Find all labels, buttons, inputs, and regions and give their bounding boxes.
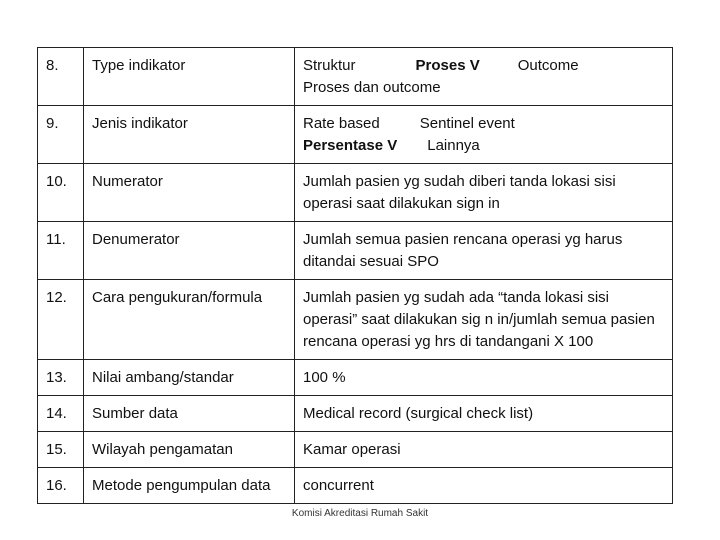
row-number: 12.: [38, 280, 84, 360]
row-label: Wilayah pengamatan: [84, 432, 295, 468]
option-proses-selected: Proses V: [415, 57, 480, 74]
option-outcome: Outcome: [517, 57, 579, 74]
option-struktur: Struktur: [303, 57, 356, 74]
jenis-options-line-1: [303, 113, 664, 135]
table-row: [38, 360, 673, 396]
type-options-line-1: [303, 55, 664, 77]
option-persentase-selected: Persentase V: [303, 137, 398, 154]
table-row: [38, 164, 673, 222]
option-lainnya: Lainnya: [427, 137, 480, 154]
table-row: [38, 396, 673, 432]
row-value: [295, 106, 673, 164]
row-label: Metode pengumpulan data: [84, 468, 295, 504]
row-number: 13.: [38, 360, 84, 396]
row-label: Cara pengukuran/formula: [84, 280, 295, 360]
table-row: [38, 106, 673, 164]
row-value: Jumlah semua pasien rencana operasi yg harus ditandai sesuai SPO: [295, 222, 673, 280]
table-row: [38, 432, 673, 468]
row-value: Kamar operasi: [295, 432, 673, 468]
row-label: Sumber data: [84, 396, 295, 432]
row-value: [295, 48, 673, 106]
row-value: 100 %: [295, 360, 673, 396]
row-value: Medical record (surgical check list): [295, 396, 673, 432]
indicator-table: [37, 47, 673, 504]
jenis-options-line-2: [303, 135, 664, 157]
row-label: Denumerator: [84, 222, 295, 280]
row-label: Numerator: [84, 164, 295, 222]
option-rate-based: Rate based: [303, 115, 380, 132]
row-value: concurrent: [295, 468, 673, 504]
table-row: [38, 468, 673, 504]
row-label: Type indikator: [84, 48, 295, 106]
row-label: Nilai ambang/standar: [84, 360, 295, 396]
row-number: 16.: [38, 468, 84, 504]
footer-text: Komisi Akreditasi Rumah Sakit: [291, 508, 429, 519]
row-number: 11.: [38, 222, 84, 280]
row-label: Jenis indikator: [84, 106, 295, 164]
row-number: 9.: [38, 106, 84, 164]
table-row: [38, 48, 673, 106]
row-value: Jumlah pasien yg sudah ada “tanda lokasi sisi operasi” saat dilakukan sig n in/jumlah semua pasien rencana operasi yg hrs di tandangani X 100: [295, 280, 673, 360]
row-number: 8.: [38, 48, 84, 106]
row-number: 10.: [38, 164, 84, 222]
row-number: 14.: [38, 396, 84, 432]
table-row: [38, 280, 673, 360]
table-row: [38, 222, 673, 280]
row-value: Jumlah pasien yg sudah diberi tanda lokasi sisi operasi saat dilakukan sign in: [295, 164, 673, 222]
option-sentinel-event: Sentinel event: [419, 115, 515, 132]
row-number: 15.: [38, 432, 84, 468]
option-proses-dan-outcome: Proses dan outcome: [303, 79, 441, 96]
